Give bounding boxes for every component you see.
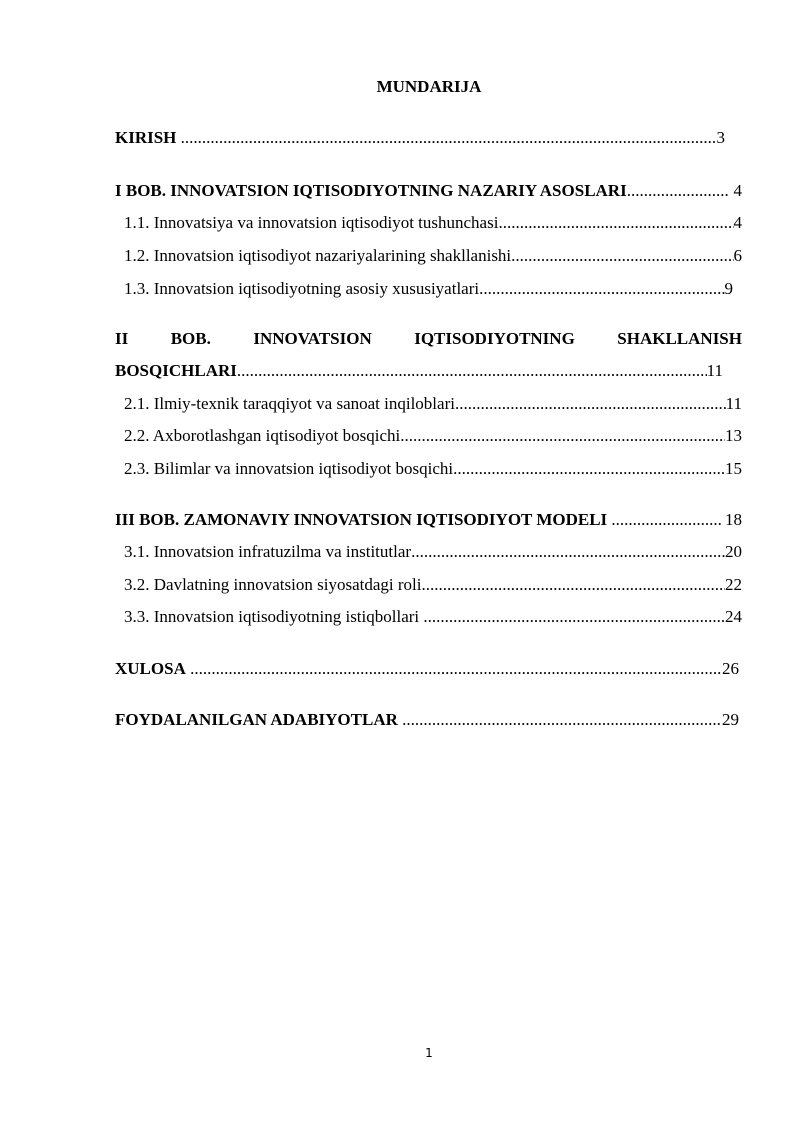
toc-entry-section-2-3[interactable]	[124, 458, 742, 480]
toc-leader-dots	[400, 425, 725, 447]
toc-page-number: 15	[725, 459, 742, 478]
toc-entry-adabiyotlar[interactable]	[115, 709, 739, 731]
toc-entry-label: 2.3. Bilimlar va innovatsion iqtisodiyot bosqichi	[124, 459, 454, 478]
toc-entry-section-2-1[interactable]	[124, 393, 742, 415]
toc-entry-label: 1.2. Innovatsion iqtisodiyot nazariyalarining shakllanishi	[124, 246, 512, 265]
toc-entry-label: 2.2. Axborotlashgan iqtisodiyot bosqichi	[124, 426, 401, 445]
toc-page-number: 13	[725, 426, 742, 445]
toc-entry-label: 3.1. Innovatsion infratuzilma va institutlar	[124, 542, 412, 561]
toc-page-number: 18	[725, 510, 742, 529]
toc-leader-dots	[176, 127, 716, 149]
toc-entry-section-3-2[interactable]	[124, 574, 742, 596]
toc-leader-dots	[453, 458, 725, 480]
toc-page-number: 4	[733, 181, 742, 200]
toc-entry-label: 1.3. Innovatsion iqtisodiyotning asosiy xususiyatlari	[124, 279, 480, 298]
toc-leader-dots	[607, 509, 721, 531]
toc-leader-dots	[498, 212, 733, 234]
toc-entry-section-1-3[interactable]	[124, 278, 733, 300]
toc-leader-dots	[455, 393, 726, 415]
toc-leader-dots	[627, 180, 730, 202]
toc-word: SHAKLLANISH	[617, 329, 742, 348]
toc-entry-section-3-1[interactable]	[124, 541, 742, 563]
toc-word: IQTISODIYOTNING	[414, 329, 575, 348]
toc-entry-label: XULOSA	[115, 659, 186, 678]
toc-entry-xulosa[interactable]	[115, 658, 739, 680]
toc-page-number: 4	[733, 213, 742, 232]
toc-entry-label: KIRISH	[115, 128, 177, 147]
toc-word: INNOVATSION	[253, 329, 372, 348]
toc-leader-dots	[479, 278, 724, 300]
toc-entry-label: 3.3. Innovatsion iqtisodiyotning istiqbollari	[124, 607, 420, 626]
toc-page-number: 9	[724, 279, 733, 298]
toc-leader-dots	[186, 658, 722, 680]
toc-entry-label: 3.2. Davlatning innovatsion siyosatdagi roli	[124, 575, 422, 594]
toc-entry-label: BOSQICHLARI	[115, 361, 237, 380]
toc-leader-dots	[421, 574, 725, 596]
toc-leader-dots	[237, 360, 707, 382]
toc-entry-section-1-1[interactable]	[124, 212, 742, 234]
toc-page-number: 11	[706, 361, 723, 380]
toc-page-number: 22	[725, 575, 742, 594]
toc-leader-dots	[398, 709, 722, 731]
toc-entry-label: FOYDALANILGAN ADABIYOTLAR	[115, 710, 398, 729]
toc-word: BOB.	[170, 329, 211, 348]
toc-entry-section-2-2[interactable]	[124, 425, 742, 447]
toc-entry-label: I BOB. INNOVATSION IQTISODIYOTNING NAZARIY ASOSLARI	[115, 181, 627, 200]
toc-page-number: 11	[725, 394, 742, 413]
toc-leader-dots	[411, 541, 725, 563]
toc-entry-chapter-1[interactable]	[115, 180, 742, 202]
toc-page-number: 6	[733, 246, 742, 265]
toc-entry-chapter-2-title[interactable]	[115, 328, 742, 350]
toc-entry-label: 1.1. Innovatsiya va innovatsion iqtisodiyot tushunchasi	[124, 213, 499, 232]
toc-page-number: 20	[725, 542, 742, 561]
toc-entry-section-3-3[interactable]	[124, 606, 742, 628]
toc-entry-kirish[interactable]	[115, 127, 725, 149]
toc-leader-dots	[419, 606, 725, 628]
toc-entry-label: 2.1. Ilmiy-texnik taraqqiyot va sanoat inqiloblari	[124, 394, 455, 413]
toc-word: II	[115, 329, 129, 348]
toc-page-number: 24	[725, 607, 742, 626]
toc-entry-section-1-2[interactable]	[124, 245, 742, 267]
toc-page-number: 26	[722, 659, 739, 678]
toc-entry-chapter-2[interactable]	[115, 360, 723, 382]
toc-entry-chapter-3[interactable]	[115, 509, 742, 531]
toc-entry-label: III BOB. ZAMONAVIY INNOVATSION IQTISODIYOT MODELI	[115, 510, 608, 529]
toc-leader-dots	[511, 245, 733, 267]
toc-page-number: 29	[722, 710, 739, 729]
page-title: MUNDARIJA	[376, 77, 482, 96]
page-number: 1	[425, 1046, 433, 1060]
toc-page-number: 3	[716, 128, 725, 147]
